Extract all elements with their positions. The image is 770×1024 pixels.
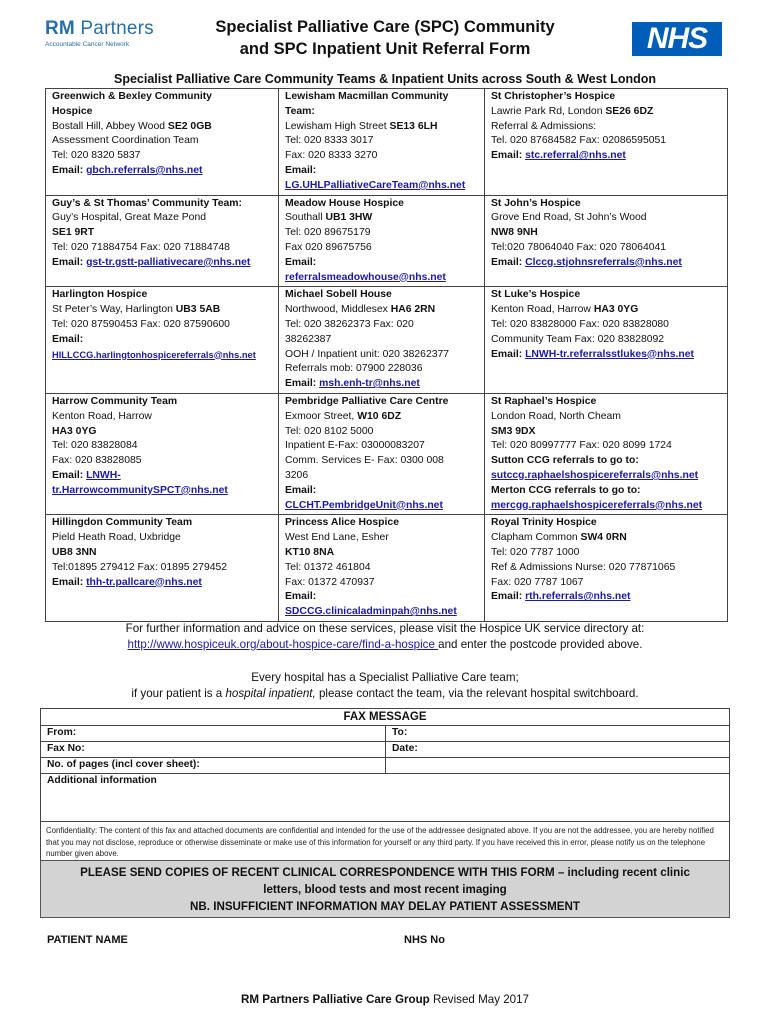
cell-address xyxy=(285,410,478,425)
postcode: UB1 3HW xyxy=(325,212,373,224)
address-text: Southall xyxy=(285,212,326,224)
cell-line: Sutton CCG referrals to go to: xyxy=(491,455,639,467)
from-field[interactable]: From: xyxy=(41,726,386,741)
email-label: Email: xyxy=(52,333,84,345)
cell-name: Lewisham Macmillan Community xyxy=(285,91,449,102)
table-row xyxy=(46,195,728,287)
footer-revision: Revised May 2017 xyxy=(429,993,530,1006)
postcode: SE2 0GB xyxy=(167,120,212,132)
postcode: HA3 0YG xyxy=(593,304,639,316)
cell-line: Inpatient E-Fax: 03000083207 xyxy=(285,440,425,452)
table-row xyxy=(46,515,728,622)
address-text: Exmoor Street, xyxy=(285,410,358,422)
email-link[interactable]: SDCCG.clinicaladminpah@nhs.net xyxy=(285,606,457,618)
directory-cell-st-johns xyxy=(485,195,728,287)
title-line-2: and SPC Inpatient Unit Referral Form xyxy=(239,40,531,58)
directory-cell-harlington xyxy=(46,287,279,394)
postcode: HA6 2RN xyxy=(390,304,436,316)
directory-cell-guys-st-thomas xyxy=(46,195,279,287)
cell-line: Tel: 020 89675179 xyxy=(285,227,371,239)
directory-cell-michael-sobell xyxy=(279,287,485,394)
email-label: Email: xyxy=(285,164,317,176)
email-label: Email: xyxy=(52,256,87,268)
cell-line: Comm. Services E- Fax: 0300 008 xyxy=(285,455,444,467)
postcode: HA3 0YG xyxy=(52,425,97,437)
additional-info-field[interactable]: Additional information xyxy=(41,774,729,822)
cell-name: St Raphael’s Hospice xyxy=(491,395,597,407)
cell-line: Tel: 020 83828084 xyxy=(52,440,138,452)
postcode: SW4 0RN xyxy=(580,532,627,544)
fax-row xyxy=(41,758,729,774)
directory-cell-hillingdon xyxy=(46,515,279,622)
rm-logo-tagline: Accountable Cancer Network xyxy=(45,41,130,48)
title-line-1: Specialist Palliative Care (SPC) Community xyxy=(215,18,555,36)
directory-cell-lewisham xyxy=(279,89,485,196)
clinical-correspondence-notice xyxy=(40,860,730,918)
pages-field[interactable]: No. of pages (incl cover sheet): xyxy=(41,758,386,773)
cell-address xyxy=(285,303,478,318)
notice-line-3: NB. INSUFFICIENT INFORMATION MAY DELAY PATIENT ASSESSMENT xyxy=(190,900,580,913)
directory-cell-meadow-house xyxy=(279,195,485,287)
cell-address xyxy=(285,120,478,135)
cell-line: Referral & Admissions: xyxy=(491,120,597,132)
email-label: Email: xyxy=(491,591,526,603)
info-line-3: Every hospital has a Specialist Palliative Care team; xyxy=(251,671,519,684)
email-label: Email: xyxy=(491,348,526,360)
info-line-2 xyxy=(40,637,730,652)
cell-line: Fax: 020 7787 1067 xyxy=(491,576,584,588)
postcode: UB3 5AB xyxy=(175,304,221,316)
table-row xyxy=(46,287,728,394)
email-label: Email: xyxy=(491,150,526,162)
date-field[interactable]: Date: xyxy=(392,743,418,754)
email-label: Email: xyxy=(52,576,87,588)
info-line-1: For further information and advice on these services, please visit the Hospice UK service directory at: xyxy=(125,622,645,635)
postcode: NW8 9NH xyxy=(491,227,538,239)
directory-subtitle: Specialist Palliative Care Community Teams & Inpatient Units across South & West London xyxy=(113,72,656,86)
cell-name: St Luke’s Hospice xyxy=(491,289,581,301)
page-footer xyxy=(0,993,770,1006)
hospice-directory-table xyxy=(45,88,728,622)
email-link[interactable]: rth.referrals@nhs.net xyxy=(525,591,631,603)
info-line-4 xyxy=(40,686,730,701)
email-link[interactable]: gbch.referrals@nhs.net xyxy=(86,164,203,176)
cell-address xyxy=(52,120,272,135)
email-label: Email: xyxy=(285,256,317,268)
email-label: Email: xyxy=(285,591,317,603)
directory-cell-pembridge xyxy=(279,393,485,514)
cell-line: Tel:020 78064040 Fax: 020 78064041 xyxy=(491,241,667,253)
address-text: Lawrie Park Rd, London xyxy=(491,105,606,117)
cell-name: Team: xyxy=(285,105,315,117)
cell-line: Kenton Road, Harrow xyxy=(52,410,152,422)
address-text: Lewisham High Street xyxy=(285,120,390,132)
nhs-logo: NHS xyxy=(632,22,722,56)
address-text: Clapham Common xyxy=(491,532,581,544)
directory-cell-st-raphaels xyxy=(485,393,728,514)
cell-name: St Christopher’s Hospice xyxy=(491,91,616,102)
address-text: St Peter’s Way, Harlington xyxy=(52,304,176,316)
table-row xyxy=(46,89,728,196)
cell-name: Harlington Hospice xyxy=(52,289,148,301)
address-text: Northwood, Middlesex xyxy=(285,304,391,316)
email-link[interactable]: mercgg.raphaelshospicereferrals@nhs.net xyxy=(491,499,703,511)
info-line-4-emphasis: hospital inpatient, xyxy=(225,687,316,700)
cell-line: Merton CCG referrals to go to: xyxy=(491,484,641,496)
cell-line: Tel:01895 279412 Fax: 01895 279452 xyxy=(52,561,228,573)
cell-line: West End Lane, Esher xyxy=(285,532,389,544)
cell-line: Fax: 020 8333 3270 xyxy=(285,150,378,162)
cell-name: Michael Sobell House xyxy=(285,289,392,301)
cell-address xyxy=(491,105,721,120)
postcode: SM3 9DX xyxy=(491,425,536,437)
cell-line: Assessment Coordination Team xyxy=(52,135,199,147)
notice-line-2: letters, blood tests and most recent imaging xyxy=(263,883,507,896)
cell-address xyxy=(491,303,721,318)
fax-row xyxy=(41,726,729,742)
cell-name: Hillingdon Community Team xyxy=(52,517,193,529)
cell-address xyxy=(491,531,721,546)
email-link[interactable]: CLCHT.PembridgeUnit@nhs.net xyxy=(285,499,443,511)
cell-line: Tel: 020 8333 3017 xyxy=(285,135,374,147)
postcode: SE1 9RT xyxy=(52,227,95,239)
cell-name: St John’s Hospice xyxy=(491,197,581,209)
cell-name: Guy’s & St Thomas’ Community Team: xyxy=(52,197,242,209)
email-link[interactable]: LNWH-tr.referralsstlukes@nhs.net xyxy=(525,348,694,360)
hospice-uk-link[interactable]: http://www.hospiceuk.org/about-hospice-care/find-a-hospice xyxy=(127,638,439,651)
cell-line: Fax: 020 83828085 xyxy=(52,455,142,467)
cell-line: Tel: 020 87590453 Fax: 020 87590600 xyxy=(52,318,230,330)
pages-blank[interactable] xyxy=(386,758,729,773)
directory-cell-harrow xyxy=(46,393,279,514)
email-label: Email: xyxy=(285,378,320,390)
info-line-4-b: please contact the team, via the relevant hospital switchboard. xyxy=(315,687,639,700)
cell-name: Greenwich & Bexley Community xyxy=(52,91,212,102)
cell-line: Fax: 01372 470937 xyxy=(285,576,375,588)
email-link[interactable]: sutccg.raphaelshospicereferrals@nhs.net xyxy=(491,469,699,481)
rm-logo-name xyxy=(45,18,165,40)
cell-line: Tel: 020 80997777 Fax: 020 8099 1724 xyxy=(491,440,672,452)
directory-cell-greenwich-bexley xyxy=(46,89,279,196)
email-label: Email: xyxy=(52,164,87,176)
postcode: SE26 6DZ xyxy=(605,105,654,117)
address-text: Kenton Road, Harrow xyxy=(491,304,594,316)
notice-line-1: PLEASE SEND COPIES OF RECENT CLINICAL CORRESPONDENCE WITH THIS FORM – including recent clinic xyxy=(80,866,690,879)
cell-name: Pembridge Palliative Care Centre xyxy=(285,395,449,407)
email-link[interactable]: HILLCCG.harlingtonhospicereferrals@nhs.net xyxy=(52,349,256,360)
fax-heading: FAX MESSAGE xyxy=(41,709,729,726)
address-text: Bostall Hill, Abbey Wood xyxy=(52,120,168,132)
cell-address xyxy=(285,211,478,226)
cell-line: 3206 xyxy=(285,469,309,481)
cell-line: Tel: 020 8102 5000 xyxy=(285,425,374,437)
cell-address xyxy=(52,303,272,318)
cell-line: Tel: 020 8320 5837 xyxy=(52,150,141,162)
cell-name: Royal Trinity Hospice xyxy=(491,517,597,529)
postcode: KT10 8NA xyxy=(285,546,335,558)
cell-line: Tel: 020 71884754 Fax: 020 71884748 xyxy=(52,241,230,253)
email-link[interactable]: msh.enh-tr@nhs.net xyxy=(319,378,420,390)
cell-line: Referrals mob: 07900 228036 xyxy=(285,363,423,375)
cell-line: Tel: 020 38262373 Fax: 020 xyxy=(285,318,414,330)
cell-line: Guy’s Hospital, Great Maze Pond xyxy=(52,212,207,224)
directory-cell-st-lukes xyxy=(485,287,728,394)
postcode: W10 6DZ xyxy=(357,410,402,422)
cell-line: London Road, North Cheam xyxy=(491,410,621,422)
fax-no-field[interactable]: Fax No: xyxy=(41,742,386,757)
rm-partners-logo xyxy=(45,18,165,48)
fax-row xyxy=(41,742,729,758)
cell-name: Princess Alice Hospice xyxy=(285,517,399,529)
confidentiality-notice: Confidentiality: The content of this fax and attached documents are confidential and intended for the use of the addressee designated above. If you are not the addressee, you are hereby notified that you may not disclose, reproduce or otherwise disseminate or make use of this information for yourself or any third party. If you have received this in error, please notify us on the telephone number given above. xyxy=(46,826,714,858)
footer-group: RM Partners Palliative Care Group xyxy=(240,993,430,1006)
cell-line: Tel: 01372 461804 xyxy=(285,561,371,573)
nhs-number-label[interactable]: NHS No xyxy=(404,934,445,946)
patient-name-label[interactable]: PATIENT NAME xyxy=(47,934,128,946)
cell-line: 38262387 xyxy=(285,333,332,345)
postcode: UB8 3NN xyxy=(52,546,97,558)
cell-line: Ref & Admissions Nurse: 020 77871065 xyxy=(491,561,676,573)
email-link[interactable]: LNWH- xyxy=(86,469,121,481)
email-link[interactable]: LG.UHLPalliativeCareTeam@nhs.net xyxy=(285,179,466,191)
fax-message-box xyxy=(40,708,730,864)
table-row xyxy=(46,393,728,514)
cell-line: Pield Heath Road, Uxbridge xyxy=(52,532,181,544)
directory-cell-royal-trinity xyxy=(485,515,728,622)
email-link[interactable]: Clccg.stjohnsreferrals@nhs.net xyxy=(525,256,682,268)
directory-cell-st-christophers xyxy=(485,89,728,196)
cell-line: Community Team Fax: 020 83828092 xyxy=(491,333,665,345)
email-link[interactable]: stc.referral@nhs.net xyxy=(525,150,626,162)
email-link-continued[interactable]: tr.HarrowcommunitySPCT@nhs.net xyxy=(52,484,228,496)
info-line-4-a: if your patient is a xyxy=(131,687,226,700)
to-field[interactable]: To: xyxy=(392,727,408,738)
email-link[interactable]: referralsmeadowhouse@nhs.net xyxy=(285,271,446,283)
email-label: Email: xyxy=(285,484,317,496)
cell-name: Harrow Community Team xyxy=(52,395,178,407)
cell-name: Hospice xyxy=(52,105,93,117)
page-title xyxy=(170,16,600,60)
cell-name: Meadow House Hospice xyxy=(285,197,404,209)
email-label: Email: xyxy=(491,256,526,268)
rm-logo-bold: RM xyxy=(45,18,75,39)
cell-line: Tel: 020 83828000 Fax: 020 83828080 xyxy=(491,318,669,330)
cell-line: Tel. 020 87684582 Fax: 02086595051 xyxy=(491,135,667,147)
cell-line: Grove End Road, St John’s Wood xyxy=(491,212,647,224)
directory-cell-princess-alice xyxy=(279,515,485,622)
email-link[interactable]: thh-tr.pallcare@nhs.net xyxy=(86,576,202,588)
cell-line: Tel: 020 7787 1000 xyxy=(491,546,580,558)
cell-line: Fax 020 89675756 xyxy=(285,241,372,253)
info-line-2-rest: and enter the postcode provided above. xyxy=(438,638,643,651)
rm-logo-rest: Partners xyxy=(74,18,154,39)
postcode: SE13 6LH xyxy=(389,120,438,132)
cell-line: OOH / Inpatient unit: 020 38262377 xyxy=(285,348,450,360)
email-link[interactable]: gst-tr.gstt-palliativecare@nhs.net xyxy=(86,256,251,268)
email-label: Email: xyxy=(52,469,87,481)
